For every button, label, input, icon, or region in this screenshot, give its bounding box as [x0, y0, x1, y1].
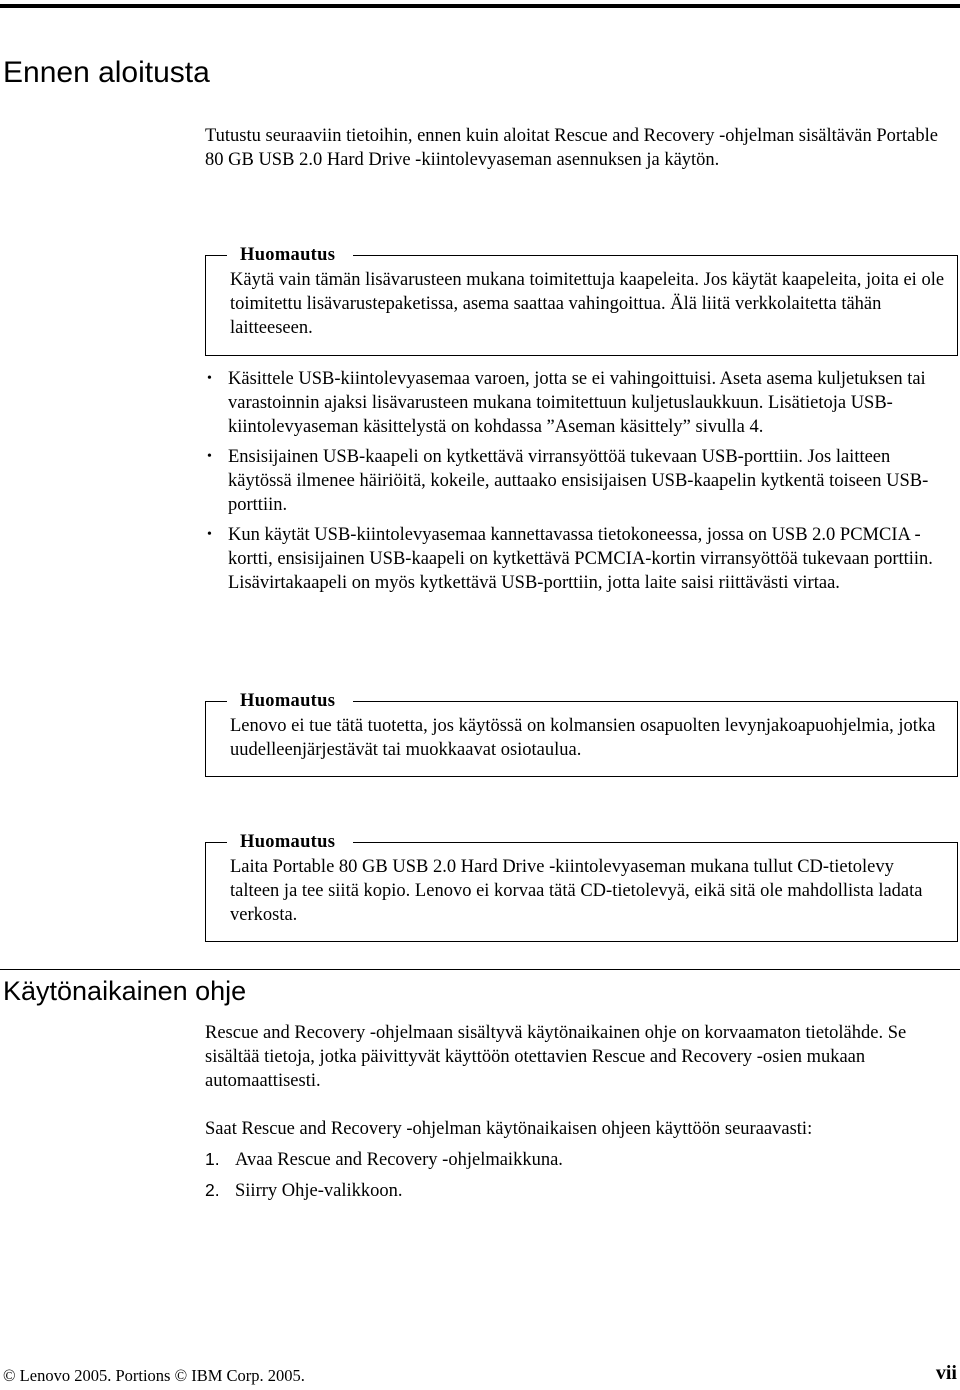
note-text: Käytä vain tämän lisävarusteen mukana toimitettuja kaapeleita. Jos käytät kaapeleita, joita ei ole toimitettu lisävarustepaketissa, asema saattaa vahingoittua. Älä liitä verkkolaitetta tähän laitteeseen. [230, 270, 945, 338]
bullet-icon: • [207, 449, 212, 464]
section-divider [0, 969, 960, 970]
note-text: Lenovo ei tue tätä tuotetta, jos käytössä on kolmansien osapuolten levynjakoapuohjelmia, jotka uudelleenjärjestävät tai muokkaavat osiotaulua. [230, 716, 936, 760]
help-instructions: Saat Rescue and Recovery -ohjelman käytönaikaisen ohjeen käyttöön seuraavasti: [205, 1119, 813, 1139]
list-item: • Käsittele USB-kiintolevyasemaa varoen, jotta se ei vahingoittuisi. Aseta asema kuljetuksen tai varastoinnin ajaksi lisävarusteen mukana toimitettuun kuljetuslaukkuun. Lisätietoja USB-kiintolevyaseman käsittelystä on kohdassa ”Aseman käsittely” sivulla 4. [207, 369, 926, 437]
note-box-partition [205, 691, 958, 777]
list-item: • Kun käytät USB-kiintolevyasemaa kannettavassa tietokoneessa, jossa on USB 2.0 PCMCIA -kortti, ensisijainen USB-kaapeli on kytkettävä PCMCIA-kortin virransyöttöä tukevaan porttiin. Lisävirtakaapeli on myös kytkettävä USB-porttiin, jotta laite saisi riittävästi virtaa. [207, 525, 933, 593]
top-rule [0, 4, 960, 8]
bullet-icon: • [207, 527, 212, 542]
steps-list [205, 1147, 945, 1209]
section-title-before-start: Ennen aloitusta [3, 56, 210, 89]
list-item: 2. Siirry Ohje-valikkoon. [205, 1180, 403, 1201]
help-paragraph: Rescue and Recovery -ohjelmaan sisältyvä käytönaikainen ohje on korvaamaton tietolähde. Se sisältää tietoja, jotka päivittyvät käyttöön otettavien Rescue and Recovery -osien mukaan automaattisesti. [205, 1023, 907, 1091]
bullet-list [205, 367, 950, 601]
note-label: Huomautus [240, 832, 336, 852]
intro-paragraph: Tutustu seuraaviin tietoihin, ennen kuin aloitat Rescue and Recovery -ohjelman sisältävän Portable 80 GB USB 2.0 Hard Drive -kiintolevyaseman asennuksen ja käytön. [205, 126, 938, 170]
footer-copyright: © Lenovo 2005. Portions © IBM Corp. 2005. [3, 1366, 305, 1385]
note-label: Huomautus [240, 245, 336, 265]
note-box-cables [205, 245, 958, 356]
list-item: • Ensisijainen USB-kaapeli on kytkettävä virransyöttöä tukevaan USB-porttiin. Jos laitteen käytössä ilmenee häiriöitä, kokeile, auttaako ensisijaisen USB-kaapelin kytkentä toiseen USB-porttiin. [207, 447, 929, 515]
list-item: 1. Avaa Rescue and Recovery -ohjelmaikkuna. [205, 1149, 563, 1170]
page-number: vii [935, 1362, 957, 1384]
bullet-icon: • [207, 371, 212, 386]
section-title-online-help: Käytönaikainen ohje [3, 976, 247, 1006]
note-box-cd [205, 832, 958, 942]
note-label: Huomautus [240, 691, 336, 711]
note-text: Laita Portable 80 GB USB 2.0 Hard Drive -kiintolevyaseman mukana tullut CD-tietolevy talteen ja tee siitä kopio. Lenovo ei korvaa tätä CD-tietolevyä, eikä sitä ole mahdollista ladata verkosta. [230, 857, 923, 925]
